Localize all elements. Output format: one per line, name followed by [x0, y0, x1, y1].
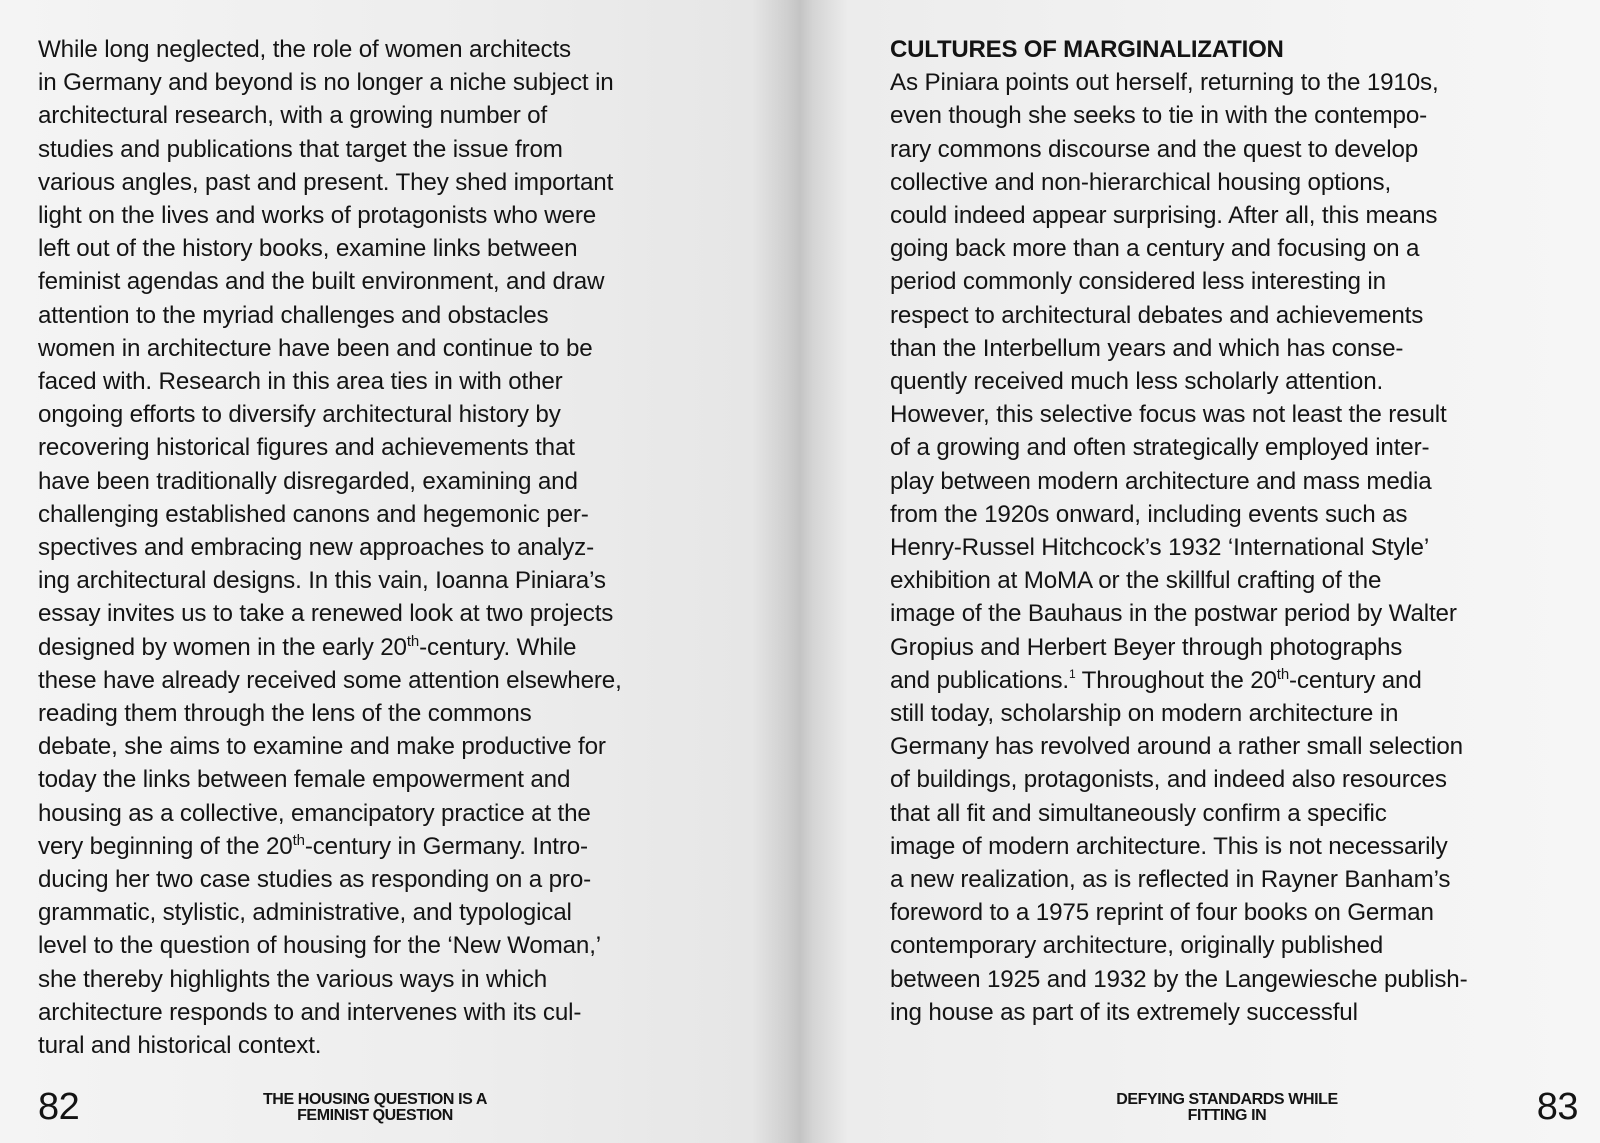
- right-page: [800, 0, 1600, 1143]
- text-line: Henry-Russel Hitchcock’s 1932 ‘International Style’: [890, 534, 1430, 562]
- text-line: going back more than a century and focusing on a: [890, 235, 1420, 263]
- text-fragment: designed by women in the early 20: [38, 633, 407, 661]
- superscript-th: th: [406, 632, 420, 650]
- text-line: play between modern architecture and mass media: [890, 467, 1432, 495]
- text-line: debate, she aims to examine and make productive for: [38, 733, 606, 761]
- page-number: 82: [38, 1086, 80, 1128]
- text-line: However, this selective focus was not least the result: [890, 401, 1447, 429]
- superscript-th: th: [292, 831, 305, 849]
- section-heading: CULTURES OF MARGINALIZATION: [890, 36, 1284, 63]
- text-line: light on the lives and works of protagonists who were: [38, 202, 597, 230]
- text-line: image of modern architecture. This is not necessarily: [890, 832, 1448, 860]
- page-number: 83: [1536, 1086, 1578, 1128]
- text-line: a new realization, as is reflected in Rayner Banham’s: [890, 866, 1451, 894]
- text-line: image of the Bauhaus in the postwar period by Walter: [890, 600, 1457, 628]
- running-head-line: FITTING IN: [1187, 1107, 1267, 1124]
- text-line: Gropius and Herbert Beyer through photographs: [890, 633, 1403, 661]
- text-line: studies and publications that target the issue from: [38, 135, 563, 163]
- text-line: challenging established canons and hegemonic per-: [38, 500, 589, 528]
- text-line: attention to the myriad challenges and obstacles: [38, 301, 549, 329]
- text-line: ing architectural designs. In this vain, Ioanna Piniara’s: [38, 567, 606, 595]
- text-line: grammatic, stylistic, administrative, and typological: [38, 899, 572, 927]
- text-fragment: and publications.: [890, 666, 1069, 694]
- text-line: left out of the history books, examine links between: [38, 235, 578, 263]
- text-line: [38, 830, 778, 863]
- text-line: of a growing and often strategically employed inter-: [890, 434, 1430, 462]
- text-line: these have already received some attention elsewhere,: [38, 666, 622, 694]
- text-line: between 1925 and 1932 by the Langewiesche publish-: [890, 965, 1468, 993]
- text-line: women in architecture have been and continue to be: [38, 334, 593, 362]
- running-head-line: THE HOUSING QUESTION IS A: [262, 1091, 488, 1108]
- running-head: [185, 1092, 565, 1124]
- text-line: than the Interbellum years and which has conse-: [890, 334, 1404, 362]
- text-fragment: Throughout the 20: [1075, 666, 1277, 694]
- text-line: faced with. Research in this area ties in with other: [38, 368, 563, 396]
- text-line: period commonly considered less interesting in: [890, 268, 1386, 296]
- text-line: still today, scholarship on modern architecture in: [890, 700, 1399, 728]
- text-line: she thereby highlights the various ways in which: [38, 965, 548, 993]
- text-line: today the links between female empowerment and: [38, 766, 571, 794]
- text-line: level to the question of housing for the ‘New Woman,’: [38, 932, 602, 960]
- text-line: recovering historical figures and achievements that: [38, 434, 575, 462]
- text-line: could indeed appear surprising. After all, this means: [890, 202, 1438, 230]
- running-head: [1037, 1092, 1417, 1124]
- text-line: contemporary architecture, originally published: [890, 932, 1384, 960]
- text-line: exhibition at MoMA or the skillful crafting of the: [890, 567, 1382, 595]
- text-fragment: -century in Germany. Intro-: [304, 832, 588, 860]
- text-line: Germany has revolved around a rather small selection: [890, 733, 1463, 761]
- text-line: tural and historical context.: [38, 1032, 322, 1060]
- text-line: of buildings, protagonists, and indeed also resources: [890, 766, 1447, 794]
- right-body-text: [890, 33, 1590, 1029]
- text-line: feminist agendas and the built environment, and draw: [38, 268, 605, 296]
- text-line: essay invites us to take a renewed look at two projects: [38, 600, 614, 628]
- footnote-marker: 1: [1069, 666, 1076, 681]
- text-fragment: -century. While: [419, 633, 577, 661]
- text-line: ducing her two case studies as responding on a pro-: [38, 866, 592, 894]
- text-line: architecture responds to and intervenes with its cul-: [38, 998, 582, 1026]
- running-head-line: DEFYING STANDARDS WHILE: [1116, 1091, 1338, 1108]
- text-line: have been traditionally disregarded, examining and: [38, 467, 578, 495]
- text-line: ing house as part of its extremely successful: [890, 998, 1358, 1026]
- text-line: that all fit and simultaneously confirm a specific: [890, 799, 1387, 827]
- text-fragment: -century and: [1289, 666, 1422, 694]
- text-line: collective and non-hierarchical housing options,: [890, 168, 1392, 196]
- text-line: spectives and embracing new approaches to analyz-: [38, 534, 595, 562]
- text-line: [38, 631, 778, 664]
- text-line: rary commons discourse and the quest to develop: [890, 135, 1419, 163]
- text-line: [890, 664, 1590, 697]
- text-line: various angles, past and present. They shed important: [38, 168, 614, 196]
- running-head-line: FEMINIST QUESTION: [297, 1107, 453, 1124]
- text-line: ongoing efforts to diversify architectural history by: [38, 401, 561, 429]
- text-line: from the 1920s onward, including events such as: [890, 500, 1408, 528]
- superscript-th: th: [1276, 665, 1290, 683]
- text-line: in Germany and beyond is no longer a niche subject in: [38, 69, 614, 97]
- text-line: reading them through the lens of the commons: [38, 700, 532, 728]
- text-line: foreword to a 1975 reprint of four books on German: [890, 899, 1434, 927]
- text-line: As Piniara points out herself, returning to the 1910s,: [890, 69, 1439, 97]
- text-line: architectural research, with a growing number of: [38, 102, 548, 130]
- text-line: housing as a collective, emancipatory practice at the: [38, 799, 591, 827]
- text-line: While long neglected, the role of women architects: [38, 36, 571, 63]
- text-fragment: very beginning of the 20: [38, 832, 293, 860]
- left-body-text: [38, 33, 778, 1062]
- text-line: respect to architectural debates and achievements: [890, 301, 1424, 329]
- text-line: even though she seeks to tie in with the contempo-: [890, 102, 1428, 130]
- text-line: quently received much less scholarly attention.: [890, 368, 1384, 396]
